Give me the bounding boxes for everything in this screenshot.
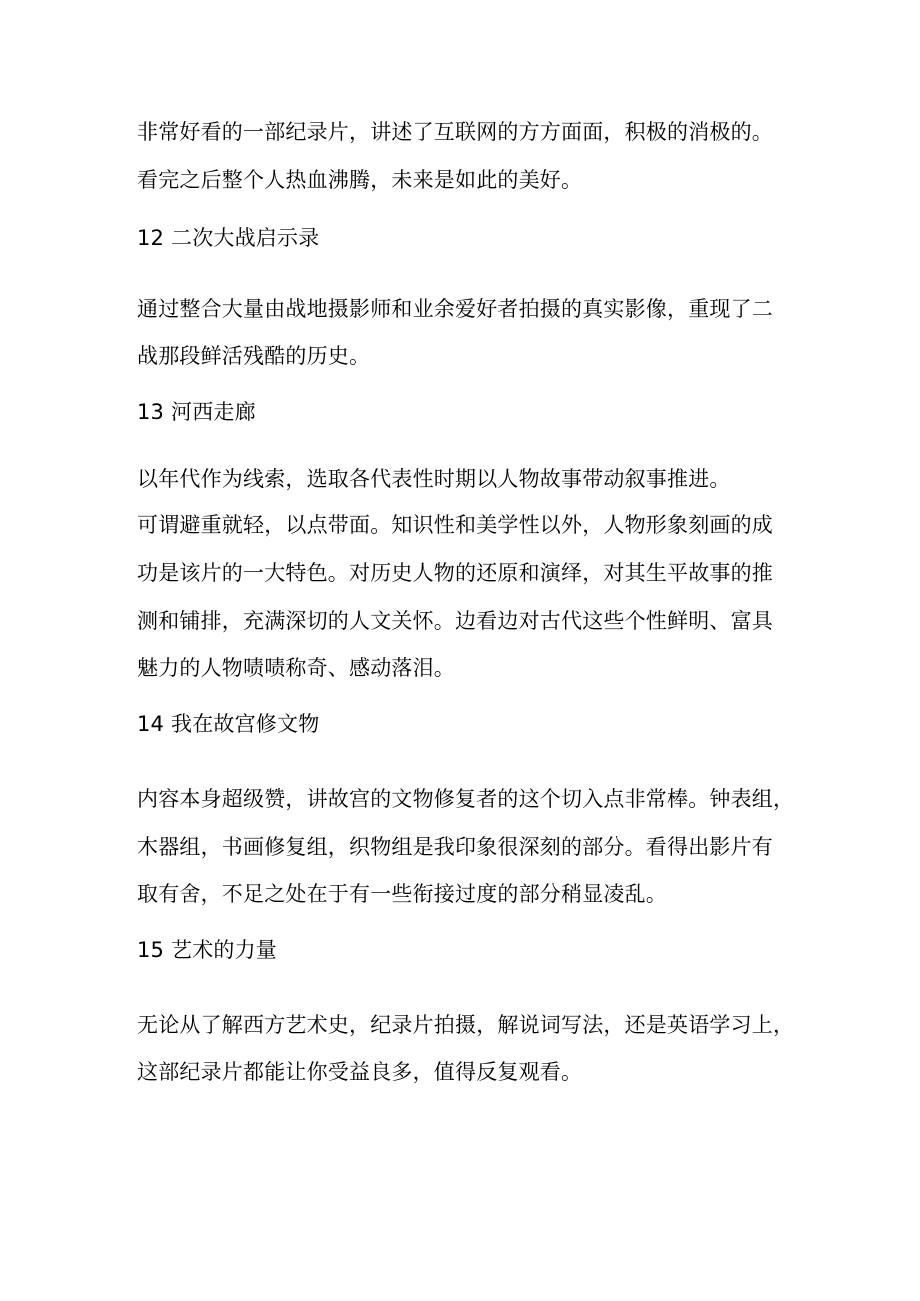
section-heading-14: 14 我在故宫修文物: [137, 712, 320, 736]
section-heading-15: 15 艺术的力量: [137, 938, 277, 962]
section-15-line-2: 这部纪录片都能让你受益良多，值得反复观看。: [137, 1060, 583, 1084]
section-13-line-3: 功是该片的一大特色。对历史人物的还原和演绎，对其生平故事的推: [137, 561, 773, 585]
section-13-line-4: 测和铺排，充满深切的人文关怀。边看边对古代这些个性鲜明、富具: [137, 609, 773, 633]
section-12-line-1: 通过整合大量由战地摄影师和业余爱好者拍摄的真实影像，重现了二: [137, 297, 773, 321]
section-13-line-1: 以年代作为线索，选取各代表性时期以人物故事带动叙事推进。: [137, 467, 731, 491]
section-13-line-2: 可谓避重就轻，以点带面。知识性和美学性以外，人物形象刻画的成: [137, 513, 773, 537]
section-14-line-1: 内容本身超级赞，讲故宫的文物修复者的这个切入点非常棒。钟表组，: [137, 787, 795, 811]
section-14-line-3: 取有舍，不足之处在于有一些衔接过度的部分稍显凌乱。: [137, 882, 667, 906]
intro-line-1: 非常好看的一部纪录片，讲述了互联网的方方面面，积极的消极的。: [137, 120, 773, 144]
section-heading-12: 12 二次大战启示录: [137, 226, 320, 250]
section-14-line-2: 木器组，书画修复组，织物组是我印象很深刻的部分。看得出影片有: [137, 835, 773, 859]
intro-line-2: 看完之后整个人热血沸腾，未来是如此的美好。: [137, 168, 583, 192]
section-13-line-5: 魅力的人物啧啧称奇、感动落泪。: [137, 656, 455, 680]
section-15-line-1: 无论从了解西方艺术史，纪录片拍摄，解说词写法，还是英语学习上，: [137, 1013, 795, 1037]
section-heading-13: 13 河西走廊: [137, 400, 256, 424]
section-12-line-2: 战那段鲜活残酷的历史。: [137, 344, 371, 368]
